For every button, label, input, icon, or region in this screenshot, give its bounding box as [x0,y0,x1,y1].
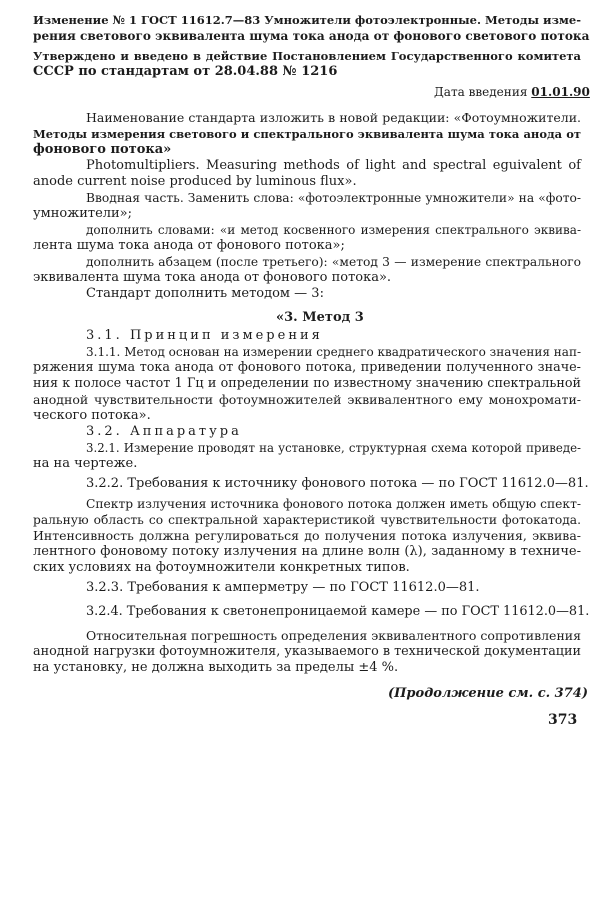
date-value: 01.01.90 [531,85,590,99]
body-line: фонового потока» [33,142,172,157]
date-label: Дата введения [434,85,528,99]
body-line: anode current noise produced by luminous flux». [33,174,357,189]
section-3-2-4-line: 3.2.4. Требования к светонепроницаемой камере — по ГОСТ 11612.0—81. [86,604,590,619]
section-3-2-4-line: анодной нагрузки фотоумножителя, указываемого в технической документации [33,644,581,659]
body-line: умножители»; [33,206,133,221]
section-3-1-1-line: анодной чувствительности фотоумножителей эквивалентного ему монохромати- [33,392,581,407]
section-3-2-1-line: 3.2.1. Измерение проводят на установке, структурная схема которой приведе- [86,441,581,455]
section-3-2-3-line: 3.2.3. Требования к амперметру — по ГОСТ 11612.0—81. [86,580,480,595]
section-3-2-2-line: ских условиях на фотоумножители конкретных типов. [33,560,410,575]
body-line: Стандарт дополнить методом — 3: [86,286,324,301]
body-line: Вводная часть. Заменить слова: «фотоэлектронные умножители» на «фото- [86,191,581,205]
method-title: «3. Метод 3 [276,310,364,325]
section-3-2-2-line: Спектр излучения источника фонового потока должен иметь общую спект- [86,497,581,511]
approval-line-2: СССР по стандартам от 28.04.88 № 1216 [33,64,338,79]
section-3-2-2-line: Интенсивность должна регулироваться до получения потока излучения, эквива- [33,528,581,543]
page-number: 373 [548,712,578,728]
effective-date [434,84,590,100]
body-line: эквивалента шума тока анода от фонового потока». [33,270,392,285]
body-line: лента шума тока анода от фонового потока»; [33,238,345,253]
header-line-1: Изменение № 1 ГОСТ 11612.7—83 Умножители фотоэлектронные. Методы изме- [33,13,581,27]
section-3-2-4-line: Относительная погрешность определения эквивалентного сопротивления [86,628,581,643]
section-3-1-heading: 3.1. Принцип измерения [86,328,323,343]
approval-line-1: Утверждено и введено в действие Постановлением Государственного комитета [33,49,581,63]
body-line: дополнить словами: «и метод косвенного измерения спектрального эквива- [86,223,581,237]
section-3-2-4-line: на установку, не должна выходить за пределы ±4 %. [33,660,399,675]
section-3-1-1-line: ряжения шума тока анода от фонового потока, приведении полученного значе- [33,360,581,375]
section-3-1-1-line: ния к полосе частот 1 Гц и определении по известному значению спектральной [33,376,581,391]
body-line: Методы измерения светового и спектрального эквивалента шума тока анода от [33,127,581,141]
section-3-1-1-line: ческого потока». [33,408,151,423]
section-3-2-heading: 3.2. Аппаратура [86,424,242,439]
section-3-2-2-line: 3.2.2. Требования к источнику фонового потока — по ГОСТ 11612.0—81. [86,476,589,491]
section-3-2-1-line: на на чертеже. [33,456,138,471]
section-3-1-1-line: 3.1.1. Метод основан на измерении среднего квадратического значения нап- [86,345,581,359]
section-3-2-2-line: ральную область со спектральной характеристикой чувствительности фотокатода. [33,513,581,527]
body-line: дополнить абзацем (после третьего): «метод 3 — измерение спектрального [86,255,581,269]
continued-note: (Продолжение см. с. 374) [388,686,588,701]
header-line-2: рения светового эквивалента шума тока анода от фонового светового потока [33,29,590,43]
body-line: Photomultipliers. Measuring methods of light and spectral eguivalent of [86,158,581,173]
body-line: Наименование стандарта изложить в новой редакции: «Фотоумножители. [86,110,581,125]
section-3-2-2-line: лентного фоновому потоку излучения на длине волн (λ), заданному в техниче- [33,544,581,559]
